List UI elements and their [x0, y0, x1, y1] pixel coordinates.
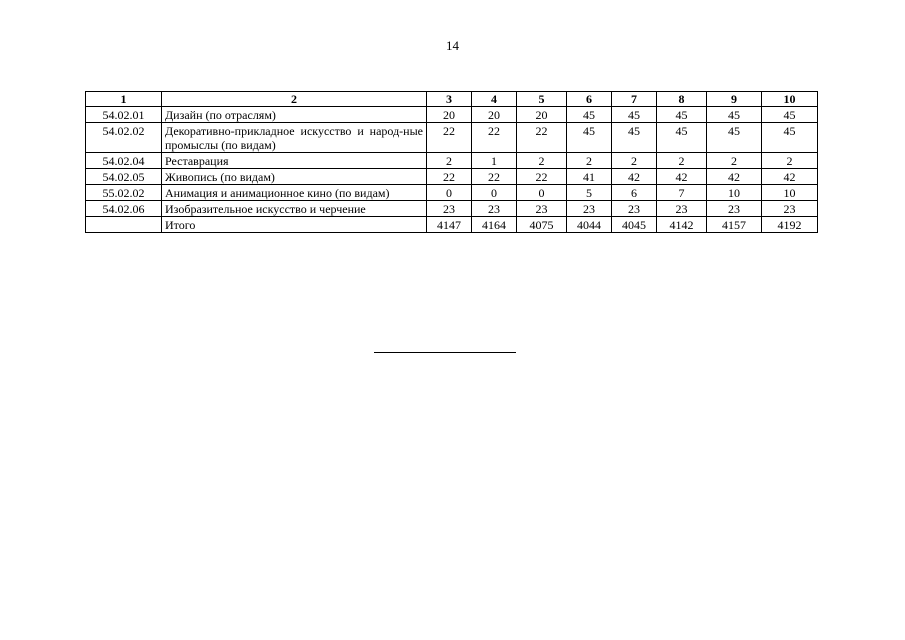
row-value: 45: [567, 107, 612, 123]
row-value: 23: [657, 201, 707, 217]
row-value: 23: [612, 201, 657, 217]
row-value: 23: [517, 201, 567, 217]
row-value: 23: [427, 201, 472, 217]
column-header: 4: [472, 92, 517, 107]
row-code: 54.02.04: [86, 153, 162, 169]
row-value: 20: [517, 107, 567, 123]
column-header: 10: [762, 92, 818, 107]
row-value: 45: [567, 123, 612, 153]
row-code: 55.02.02: [86, 185, 162, 201]
table-row: [86, 185, 818, 201]
row-value: 10: [707, 185, 762, 201]
row-value: 4075: [517, 217, 567, 233]
column-header: 6: [567, 92, 612, 107]
row-name: Живопись (по видам): [162, 169, 427, 185]
row-value: 4157: [707, 217, 762, 233]
row-value: 23: [472, 201, 517, 217]
row-value: 4045: [612, 217, 657, 233]
row-name: Анимация и анимационное кино (по видам): [162, 185, 427, 201]
row-value: 4147: [427, 217, 472, 233]
column-header: 2: [162, 92, 427, 107]
table-total-row: [86, 217, 818, 233]
table-row: [86, 107, 818, 123]
row-value: 2: [762, 153, 818, 169]
row-value: 23: [567, 201, 612, 217]
row-value: 6: [612, 185, 657, 201]
row-name: Изобразительное искусство и черчение: [162, 201, 427, 217]
row-value: 0: [427, 185, 472, 201]
row-value: 20: [472, 107, 517, 123]
row-value: 2: [567, 153, 612, 169]
column-header: 8: [657, 92, 707, 107]
page-number: 14: [446, 38, 459, 53]
row-value: 22: [472, 123, 517, 153]
end-rule-divider: [374, 352, 516, 353]
row-value: 22: [472, 169, 517, 185]
row-value: 2: [517, 153, 567, 169]
row-value: 5: [567, 185, 612, 201]
column-header: 7: [612, 92, 657, 107]
row-value: 1: [472, 153, 517, 169]
row-code: 54.02.06: [86, 201, 162, 217]
row-value: 22: [427, 169, 472, 185]
row-value: 2: [427, 153, 472, 169]
row-code: 54.02.02: [86, 123, 162, 153]
row-value: 4142: [657, 217, 707, 233]
row-value: 2: [657, 153, 707, 169]
row-value: 45: [707, 123, 762, 153]
row-value: 22: [517, 169, 567, 185]
row-value: 10: [762, 185, 818, 201]
row-value: 42: [707, 169, 762, 185]
row-value: 0: [517, 185, 567, 201]
row-code: [86, 217, 162, 233]
row-value: 2: [612, 153, 657, 169]
row-value: 45: [762, 107, 818, 123]
table-row: [86, 123, 818, 153]
table-row: [86, 201, 818, 217]
row-name: Реставрация: [162, 153, 427, 169]
data-table: [85, 91, 818, 233]
row-name: Дизайн (по отраслям): [162, 107, 427, 123]
table-header-row: [86, 92, 818, 107]
row-value: 0: [472, 185, 517, 201]
row-value: 4164: [472, 217, 517, 233]
row-value: 45: [762, 123, 818, 153]
row-value: 45: [612, 107, 657, 123]
row-value: 20: [427, 107, 472, 123]
row-value: 4044: [567, 217, 612, 233]
row-value: 45: [707, 107, 762, 123]
row-value: 42: [612, 169, 657, 185]
row-value: 42: [762, 169, 818, 185]
row-name: Декоративно-прикладное искусство и народ-ные промыслы (по видам): [162, 123, 427, 153]
row-code: 54.02.05: [86, 169, 162, 185]
row-value: 45: [657, 123, 707, 153]
table-row: [86, 153, 818, 169]
column-header: 9: [707, 92, 762, 107]
table-row: [86, 169, 818, 185]
column-header: 3: [427, 92, 472, 107]
row-value: 7: [657, 185, 707, 201]
row-value: 23: [762, 201, 818, 217]
column-header: 1: [86, 92, 162, 107]
row-value: 22: [427, 123, 472, 153]
column-header: 5: [517, 92, 567, 107]
row-value: 4192: [762, 217, 818, 233]
row-value: 45: [612, 123, 657, 153]
row-value: 41: [567, 169, 612, 185]
row-code: 54.02.01: [86, 107, 162, 123]
row-value: 45: [657, 107, 707, 123]
row-value: 42: [657, 169, 707, 185]
row-value: 22: [517, 123, 567, 153]
row-value: 23: [707, 201, 762, 217]
row-value: 2: [707, 153, 762, 169]
row-name: Итого: [162, 217, 427, 233]
